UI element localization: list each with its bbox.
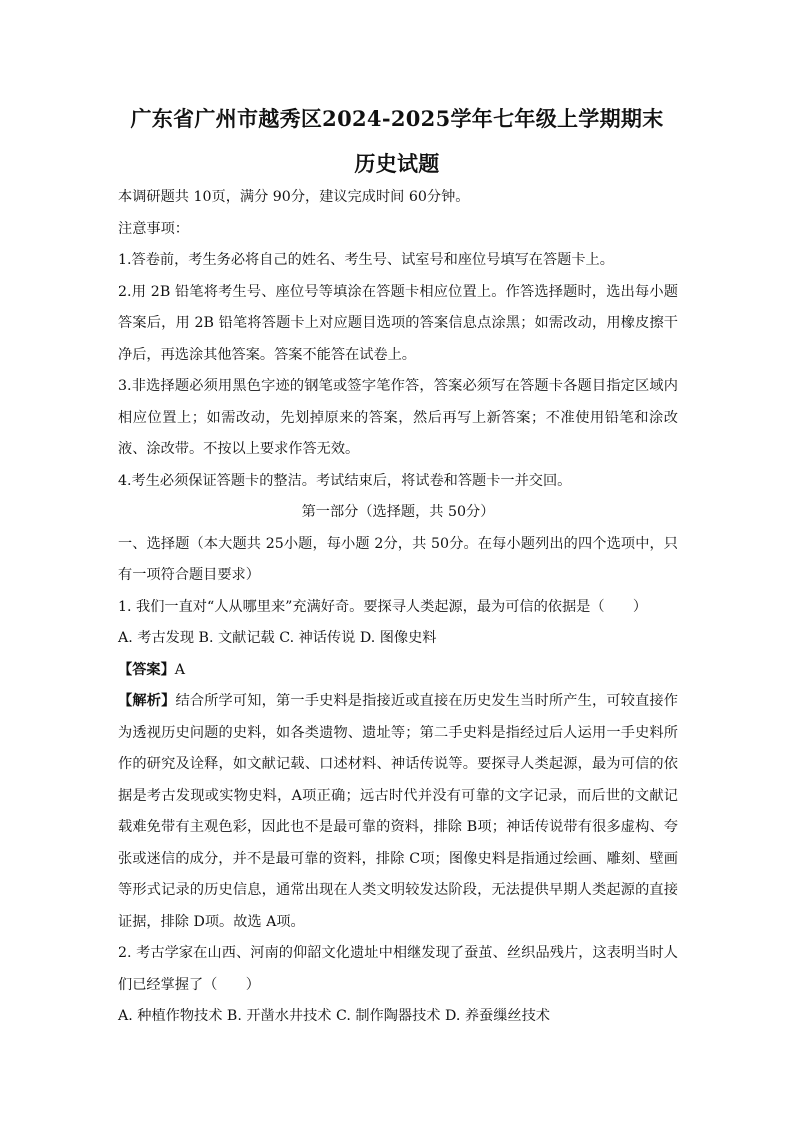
notice-item-4: 4.考生必须保证答题卡的整洁。考试结束后，将试卷和答题卡一并交回。 [118, 472, 572, 489]
question-1-answer [118, 655, 678, 687]
notice-heading: 注意事项： [118, 220, 189, 237]
analysis-text: 结合所学可知，第一手史料是指接近或直接在历史发生当时所产生，可较直接作为透视历史问题的史料，如各类遗物、遗址等；第二手史料是指经过后人运用一手史料所作的研究及诠释，如文献记载、口述材料、神话传说等。要探寻人类起源，最为可信的依据是考古发现或实物史料，A项正确；远古时代并没有可靠的文字记录，而后世的文献记载难免带有主观色彩，因此也不是最可靠的资料，排除 B项；神话传说带有很多虚构、夸张或迷信的成分，并不是最可靠的资料，排除 C项；图像史料是指通过绘画、雕刻、壁画等形式记录的历史信息，通常出现在人类文明较发达阶段，无法提供早期人类起源的直接证据，排除 D项。故选 A项。 [118, 693, 678, 930]
document-body [118, 182, 678, 1033]
question-1-analysis [118, 686, 678, 938]
notice-item-3: 3.非选择题必须用黑色字迹的钢笔或签字笔作答，答案必须写在答题卡各题目指定区域内相应位置上；如需改动，先划掉原来的答案，然后再写上新答案；不准使用铅笔和涂改液、涂改带。不按以上要求作答无效。 [118, 378, 678, 457]
section-heading: 一、选择题（本大题共 25小题，每小题 2分，共 50分。在每小题列出的四个选项中，只有一项符合题目要求） [118, 535, 678, 583]
analysis-label: 【解析】 [118, 693, 176, 709]
question-1-options: A. 考古发现 B. 文献记载 C. 神话传说 D. 图像史料 [118, 630, 437, 646]
document-title: 广东省广州市越秀区2024-2025学年七年级上学期期末 [130, 106, 664, 131]
exam-intro: 本调研题共 10页，满分 90分，建议完成时间 60分钟。 [118, 189, 470, 205]
question-2-stem: 2. 考古学家在山西、河南的仰韶文化遗址中相继发现了蚕茧、丝织品残片，这表明当时人们已经掌握了（ ） [118, 945, 678, 993]
answer-value: A [174, 661, 186, 678]
notice-item-1: 1.答卷前，考生务必将自己的姓名、考生号、试室号和座位号填写在答题卡上。 [118, 252, 614, 268]
question-2-options: A. 种植作物技术 B. 开凿水井技术 C. 制作陶器技术 D. 养蚕缫丝技术 [118, 1008, 550, 1024]
notice-item-2: 2.用 2B 铅笔将考生号、座位号等填涂在答题卡相应位置上。作答选择题时，选出每小题答案后，用 2B 铅笔将答题卡上对应题目选项的答案信息点涂黑；如需改动，用橡皮擦干净后，再选涂其他答案。答案不能答在试卷上。 [118, 283, 678, 363]
question-1-stem: 1. 我们一直对“人从哪里来”充满好奇。要探寻人类起源，最为可信的依据是（ ） [118, 598, 648, 615]
document-subtitle: 历史试题 [354, 151, 440, 176]
answer-label: 【答案】 [118, 661, 175, 678]
part1-heading: 第一部分（选择题，共 50分） [301, 504, 495, 520]
